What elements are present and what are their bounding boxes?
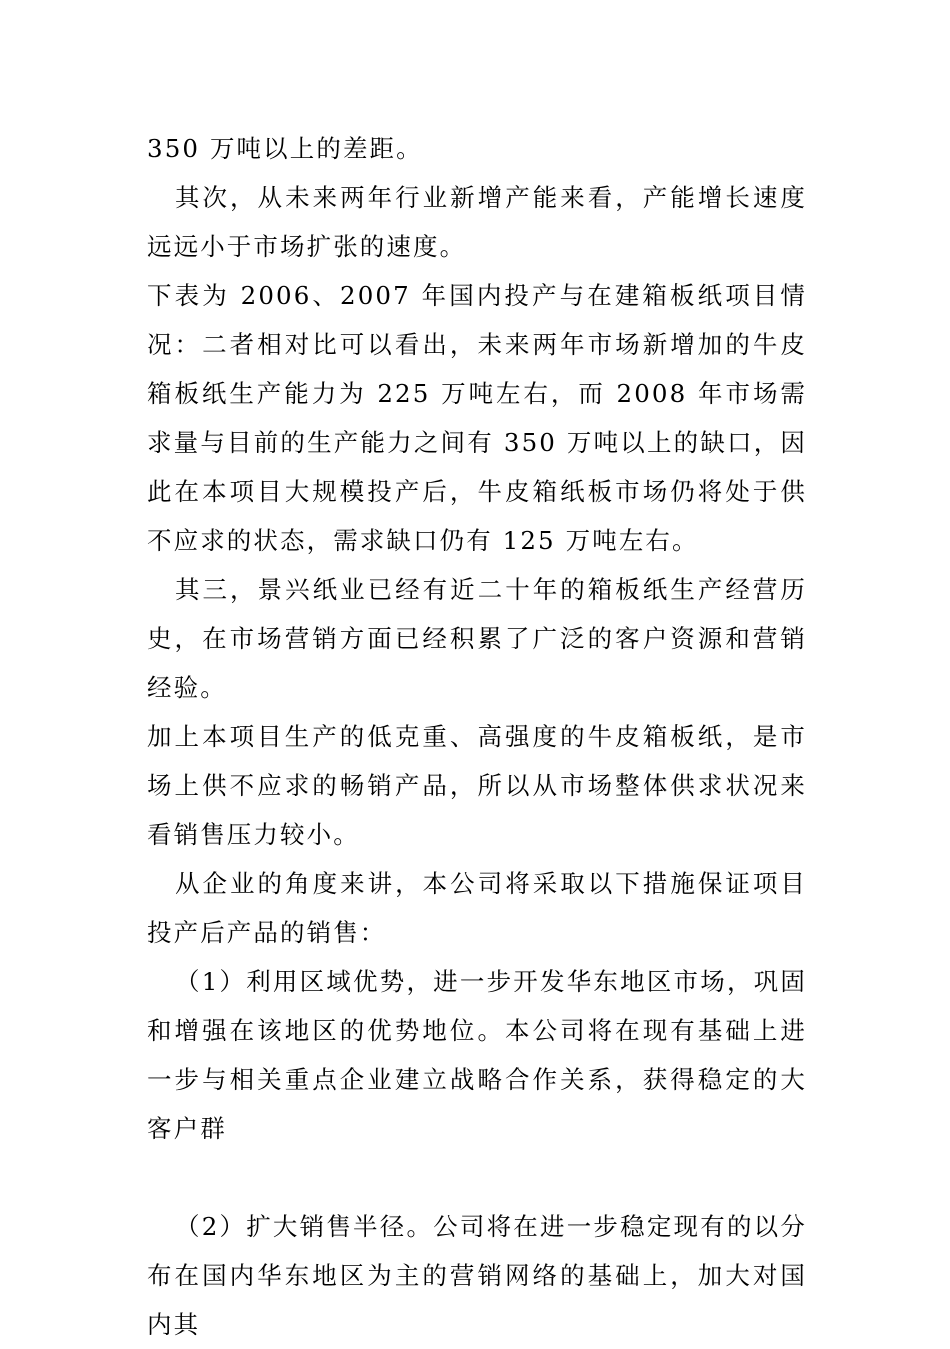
paragraph-product-advantage: 加上本项目生产的低克重、高强度的牛皮箱板纸，是市场上供不应求的畅销产品，所以从市场整体供求状况来看销售压力较小。: [147, 722, 807, 849]
document-body: [147, 124, 807, 1349]
paragraph-measure-2: （2）扩大销售半径。公司将在进一步稳定现有的以分布在国内华东地区为主的营销网络的基础上，加大对国内其: [147, 1212, 807, 1339]
paragraph-table-comparison: 下表为 2006、2007 年国内投产与在建箱板纸项目情况：二者相对比可以看出，未来两年市场新增加的牛皮箱板纸生产能力为 225 万吨左右，而 2008 年市场需求量与目前的生产能力之间有 350 万吨以上的缺口，因此在本项目大规模投产后，牛皮箱纸板市场仍将处于供不应求的状态，需求缺口仍有 125 万吨左右。: [147, 281, 807, 555]
paragraph-second-point: 其次，从未来两年行业新增产能来看，产能增长速度远远小于市场扩张的速度。: [147, 183, 807, 261]
paragraph-spacer: [147, 1153, 807, 1202]
paragraph-continuation: 350 万吨以上的差距。: [147, 134, 423, 163]
paragraph-measures-intro: 从企业的角度来讲，本公司将采取以下措施保证项目投产后产品的销售：: [147, 869, 807, 947]
paragraph-third-point: 其三，景兴纸业已经有近二十年的箱板纸生产经营历史，在市场营销方面已经积累了广泛的客户资源和营销经验。: [147, 575, 807, 702]
paragraph-measure-1: （1）利用区域优势，进一步开发华东地区市场，巩固和增强在该地区的优势地位。本公司将在现有基础上进一步与相关重点企业建立战略合作关系，获得稳定的大客户群: [147, 967, 807, 1143]
